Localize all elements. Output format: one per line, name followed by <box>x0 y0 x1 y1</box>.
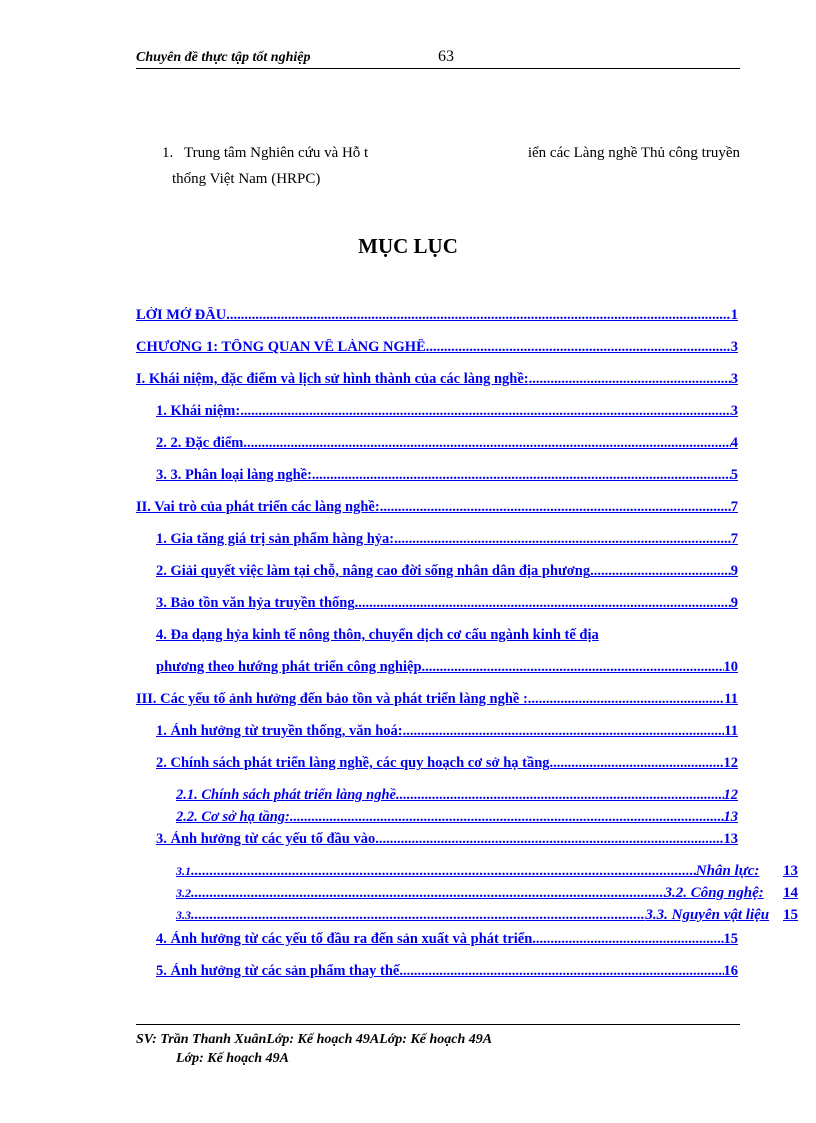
toc-entry-iii-2-2[interactable]: 2.2. Cơ sở hạ tầng: ..... 13 <box>176 809 738 826</box>
toc-entry-section-iii[interactable]: III. Các yếu tố ảnh hưởng đến bảo tồn và phát triển làng nghề : ..... 11 <box>136 691 738 708</box>
footer-line1: SV: Trần Thanh XuânLớp: Kế hoạch 49ALớp: Kế hoạch 49A <box>136 1032 493 1047</box>
toc-entry-iii-3-2[interactable]: 3.2 ..... 3.2. Công nghệ: 14 <box>176 885 798 902</box>
toc-entry-ii-2[interactable]: 2. Giải quyết việc làm tại chỗ, nâng cao đời sống nhân dân địa phương ..... 9 <box>156 563 738 580</box>
toc-entry-i-3[interactable]: 3. 3. Phân loại làng nghề: ..... 5 <box>156 467 738 484</box>
toc-entry-section-ii[interactable]: II. Vai trò của phát triển các làng nghề: ..... 7 <box>136 499 738 516</box>
toc-entry-loi-mo-dau[interactable]: LỜI MỞ ĐẦU ..... 1 <box>136 307 738 324</box>
reference-number: 1. <box>162 145 174 161</box>
toc-entry-section-i[interactable]: I. Khái niệm, đặc điểm và lịch sử hình thành của các làng nghề: ..... 3 <box>136 371 738 388</box>
page-header <box>136 48 740 69</box>
toc-entry-iii-3[interactable]: 3. Ảnh hưởng từ các yếu tố đầu vào ..... 13 <box>156 831 738 848</box>
toc-entry-i-1[interactable]: 1. Khái niệm: ..... 3 <box>156 403 738 420</box>
reference-line1-right: iển các Làng nghề Thủ công truyền <box>527 145 740 161</box>
toc-entry-i-2[interactable]: 2. 2. Đặc điểm ..... 4 <box>156 435 738 452</box>
reference-line2: thống Việt Nam (HRPC) <box>172 171 321 187</box>
toc-entry-ii-3[interactable]: 3. Bảo tồn văn hỷa truyền thống ..... 9 <box>156 595 738 612</box>
toc-entry-iii-3-3[interactable]: 3.3 ..... 3.3. Nguyên vật liệu 15 <box>176 907 798 924</box>
toc-title: MỤC LỤC <box>358 234 458 258</box>
toc-entry-chuong-1[interactable]: CHƯƠNG 1: TỔNG QUAN VỀ LÀNG NGHỀ ..... 3 <box>136 339 738 356</box>
footer-rule <box>136 1024 740 1025</box>
footer-line2: Lớp: Kế hoạch 49A <box>176 1051 289 1066</box>
toc-entry-iii-2[interactable]: 2. Chính sách phát triển làng nghề, các quy hoạch cơ sở hạ tầng ..... 12 <box>156 755 738 772</box>
reference-line1-left: Trung tâm Nghiên cứu và Hỗ t <box>184 145 369 161</box>
toc-entry-ii-4-line2[interactable]: phương theo hướng phát triển công nghiệp. ..... 10 <box>156 659 738 676</box>
header-title: Chuyên đề thực tập tốt nghiệp <box>136 50 311 65</box>
toc-entry-ii-4-line1[interactable]: 4. Đa dạng hỷa kinh tế nông thôn, chuyển dịch cơ cấu ngành kinh tế địa <box>156 627 599 643</box>
toc-entry-iii-5[interactable]: 5. Ảnh hưởng từ các sản phẩm thay thế ..... 16 <box>156 963 738 980</box>
toc-entry-iii-3-1[interactable]: 3.1 ..... Nhân lực: 13 <box>176 863 798 880</box>
toc-entry-iii-4[interactable]: 4. Ảnh hưởng từ các yếu tố đầu ra đến sản xuất và phát triển ..... 15 <box>156 931 738 948</box>
toc-entry-iii-1[interactable]: 1. Ảnh hưởng từ truyền thống, văn hoá: ..... 11 <box>156 723 738 740</box>
header-page-number: 63 <box>438 48 454 65</box>
toc-entry-iii-2-1[interactable]: 2.1. Chính sách phát triển làng nghề ..... 12 <box>176 787 738 804</box>
toc-entry-ii-1[interactable]: 1. Gia tăng giá trị sản phẩm hàng hỷa: ..... 7 <box>156 531 738 548</box>
